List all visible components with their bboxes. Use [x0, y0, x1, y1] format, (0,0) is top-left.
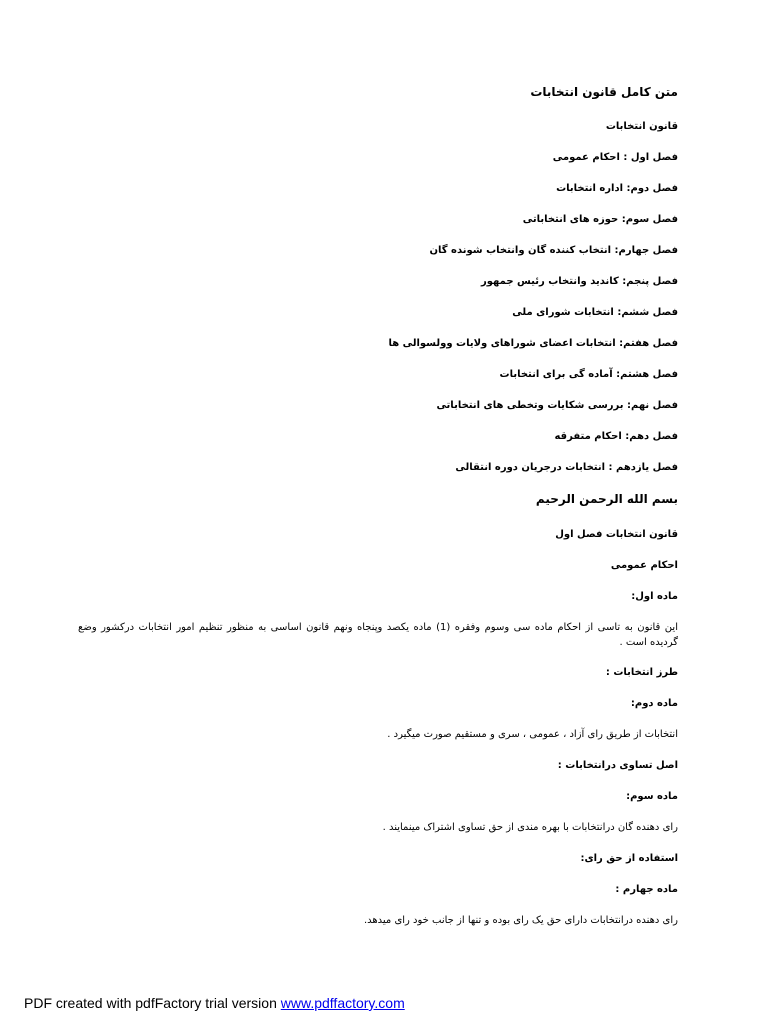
- equality-heading: اصل تساوی درانتخابات :: [557, 760, 678, 771]
- election-method-heading: طرز انتخابات :: [605, 667, 678, 678]
- article-4-text: رای دهنده درانتخابات دارای حق یک رای بوده و تنها از جانب خود رای میدهد.: [363, 915, 678, 926]
- toc-item: فصل یازدهم : انتخابات درجریان دوره انتقالی: [455, 462, 678, 473]
- toc-item: فصل پنجم: کاندید وانتخاب رئیس جمهور: [480, 276, 678, 287]
- law-chapter-heading: قانون انتخابات فصل اول: [555, 529, 678, 540]
- toc-item: فصل دهم: احکام متفرقه: [554, 431, 678, 442]
- article-1-heading: ماده اول:: [631, 591, 678, 602]
- article-2-heading: ماده دوم:: [630, 698, 678, 709]
- document-title: متن کامل قانون انتخابات: [530, 85, 678, 99]
- bismillah-heading: بسم الله الرحمن الرحیم: [535, 492, 678, 506]
- pdffactory-link[interactable]: www.pdffactory.com: [280, 995, 405, 1011]
- right-to-vote-heading: استفاده از حق رای:: [580, 853, 678, 864]
- toc-item: فصل هفتم: انتخابات اعضای شوراهای ولایات وولسوالی ها: [388, 338, 678, 349]
- article-1-text: این قانون به تاسی از احکام ماده سی وسوم وفقره (1) ماده یکصد وپنجاه ونهم قانون اساسی به منظور تنظیم امور انتخابات درکشور وضع گردیده است .: [78, 622, 678, 648]
- footer-text: PDF created with pdfFactory trial version: [24, 995, 281, 1011]
- toc-item: فصل نهم: بررسی شکایات وتخطی های انتخاباتی: [436, 400, 678, 411]
- article-4-heading: ماده جهارم :: [615, 884, 678, 895]
- toc-item: فصل جهارم: انتخاب کننده گان وانتخاب شونده گان: [429, 245, 678, 256]
- article-2-text: انتخابات از طریق رای آزاد ، عمومی ، سری و مستقیم صورت میگیرد .: [387, 729, 678, 740]
- toc-item: فصل ششم: انتخابات شورای ملی: [512, 307, 678, 318]
- toc-item: فصل اول : احکام عمومی: [552, 152, 678, 163]
- general-provisions-heading: احکام عمومی: [610, 560, 678, 571]
- article-3-heading: ماده سوم:: [626, 791, 678, 802]
- toc-item: فصل سوم: حوزه های انتخاباتی: [522, 214, 678, 225]
- article-3-text: رای دهنده گان درانتخابات با بهره مندی از حق تساوی اشتراک مینمایند .: [382, 822, 678, 833]
- toc-header: قانون انتخابات: [605, 121, 678, 132]
- toc-item: فصل دوم: اداره انتخابات: [556, 183, 678, 194]
- pdf-footer: [24, 995, 405, 1011]
- toc-item: فصل هشتم: آماده گی برای انتخابات: [499, 369, 678, 380]
